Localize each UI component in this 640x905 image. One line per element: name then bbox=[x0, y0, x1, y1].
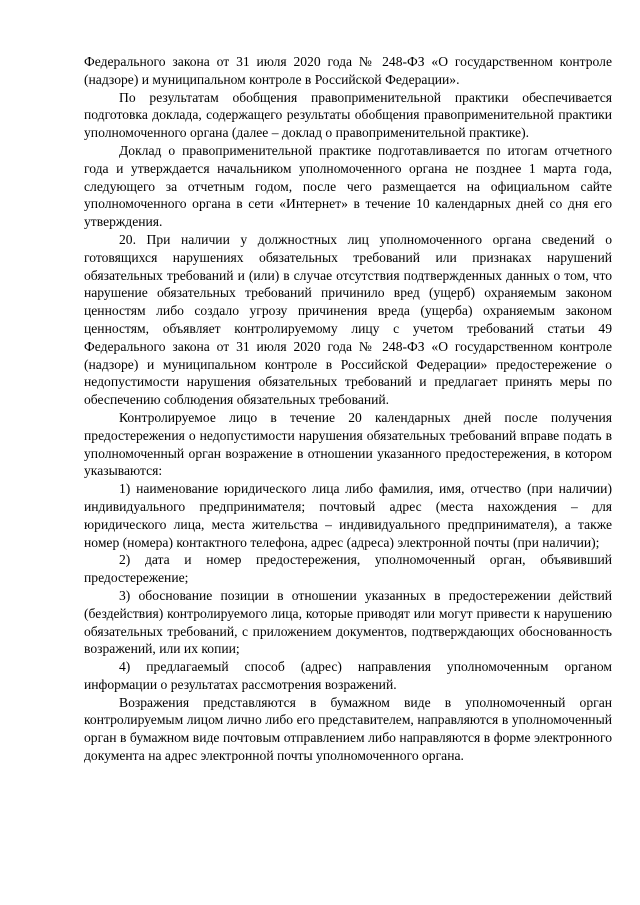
paragraph-item-20-warning: 20. При наличии у должностных лиц уполномоченного органа сведений о готовящихся нарушениях обязательных требований или признаках нарушений обязательных требований и (или) в случае отсутствия подтвержденных данных о том, что нарушение обязательных требований причинило вред (ущерб) охраняемым законом ценностям либо создало угрозу причинения вреда (ущерба) охраняемым законом ценностям, объявляет контролируемому лицу с учетом требований статьи 49 Федерального закона от 31 июля 2020 года № 248-ФЗ «О государственном контроле (надзоре) и муниципальном контроле в Российской Федерации» предостережение о недопустимости нарушения обязательных требований и предлагает принять меры по обеспечению соблюдения обязательных требований. bbox=[84, 231, 612, 408]
document-body bbox=[84, 53, 612, 765]
list-item-1-identity: 1) наименование юридического лица либо фамилия, имя, отчество (при наличии) индивидуального предпринимателя; почтовый адрес (места нахождения – для юридического лица, места жительства – индивидуального предпринимателя), а также номер (номера) контактного телефона, адрес (адреса) электронной почты (при наличии); bbox=[84, 481, 612, 550]
list-item-4-response-method: 4) предлагаемый способ (адрес) направления уполномоченным органом информации о результатах рассмотрения возражений. bbox=[84, 659, 612, 692]
paragraph-law-reference-end: Федерального закона от 31 июля 2020 года № 248-ФЗ «О государственном контроле (надзоре) и муниципальном контроле в Российской Федерации». bbox=[84, 54, 612, 87]
paragraph-objection-submission: Возражения представляются в бумажном виде в уполномоченный орган контролируемым лицом лично либо его представителем, направляются в уполномоченный орган в бумажном виде почтовым отправлением либо направляются в форме электронного документа на адрес электронной почты уполномоченного органа. bbox=[84, 694, 612, 764]
list-item-3-justification: 3) обоснование позиции в отношении указанных в предостережении действий (бездействия) контролируемого лица, которые приводят или могут привести к нарушению обязательных требований, с приложением документов, подтверждающих обоснованность возражений, или их копии; bbox=[84, 587, 612, 657]
paragraph-generalization-report: По результатам обобщения правоприменительной практики обеспечивается подготовка доклада, содержащего результаты обобщения правоприменительной практики уполномоченного органа (далее – доклад о правоприменительной практике). bbox=[84, 89, 612, 141]
list-item-2-warning-date: 2) дата и номер предостережения, уполномоченный орган, объявивший предостережение; bbox=[84, 552, 612, 586]
paragraph-objection-right: Контролируемое лицо в течение 20 календарных дней после получения предостережения о недопустимости нарушения обязательных требований вправе подать в уполномоченный орган возражение в отношении указанного предостережения, в котором указываются: bbox=[84, 409, 612, 479]
paragraph-report-approval: Доклад о правоприменительной практике подготавливается по итогам отчетного года и утверждается начальником уполномоченного органа не позднее 1 марта года, следующего за отчетным годом, после чего размещается на официальном сайте уполномоченного органа в сети «Интернет» в течение 10 календарных дней со дня его утверждения. bbox=[84, 142, 612, 230]
